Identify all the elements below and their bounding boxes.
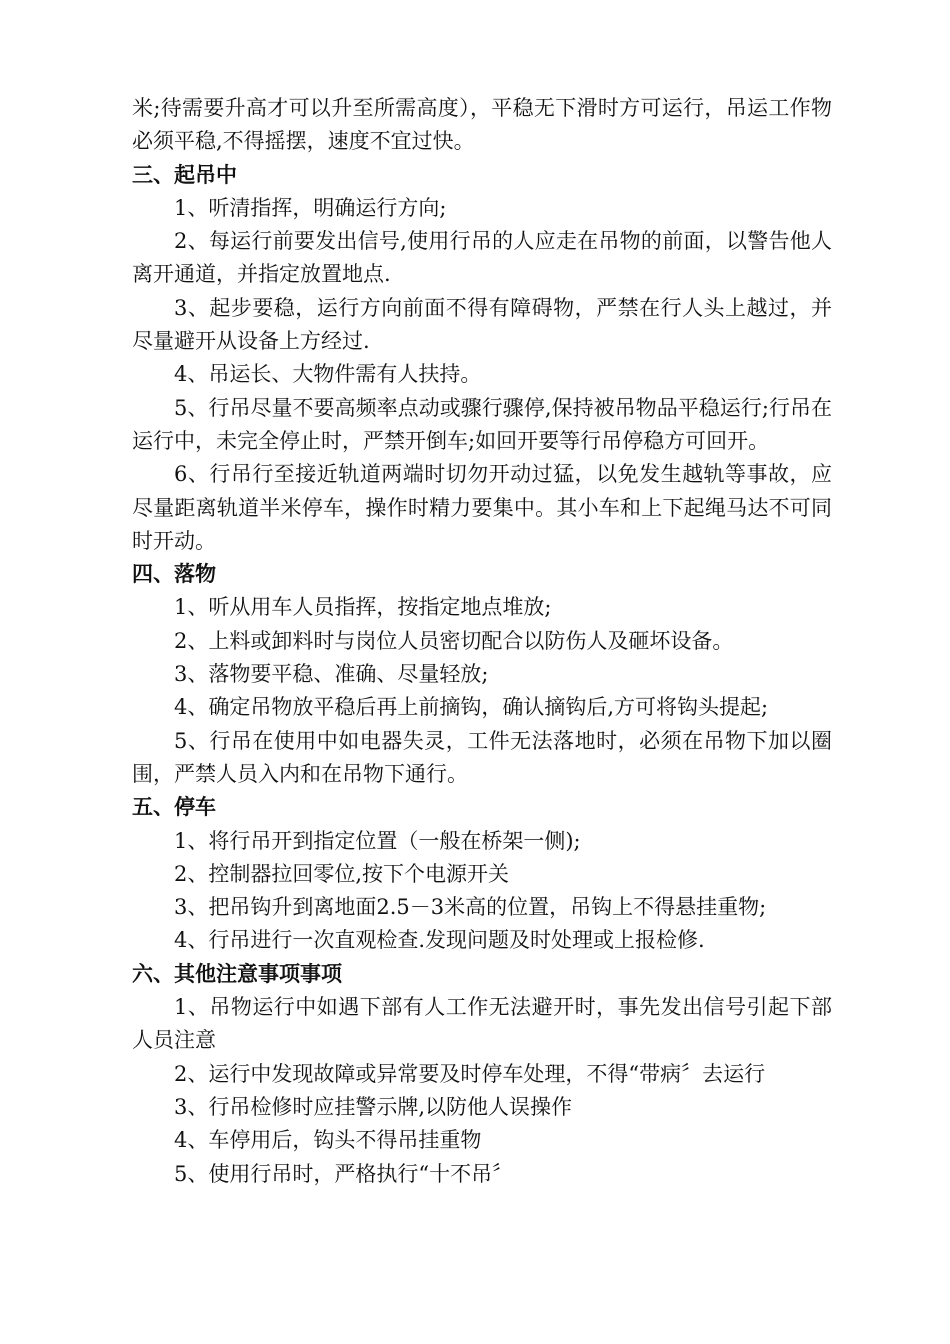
body-paragraph: 3、起步要稳，运行方向前面不得有障碍物，严禁在行人头上越过，并尽量避开从设备上方经过. (132, 295, 832, 354)
body-paragraph: 3、把吊钩升到离地面2.5－3米高的位置，吊钩上不得悬挂重物; (174, 895, 767, 920)
body-paragraph: 1、听从用车人员指挥，按指定地点堆放; (174, 595, 552, 620)
body-paragraph: 1、吊物运行中如遇下部有人工作无法避开时，事先发出信号引起下部人员注意 (132, 995, 832, 1053)
document-page (132, 92, 832, 1191)
body-paragraph: 2、上料或卸料时与岗位人员密切配合以防伤人及砸坏设备。 (174, 628, 734, 653)
body-paragraph: 5、行吊尽量不要高频率点动或骤行骤停,保持被吊物品平稳运行;行吊在运行中，未完全停止时，严禁开倒车;如回开要等行吊停稳方可回开。 (132, 395, 832, 453)
body-paragraph: 米;待需要升高才可以升至所需高度），平稳无下滑时方可运行，吊运工作物必须平稳,不得摇摆，速度不宜过快。 (132, 96, 832, 154)
body-paragraph: 4、行吊进行一次直观检查.发现问题及时处理或上报检修. (174, 928, 705, 953)
section-heading: 四、落物 (132, 562, 216, 587)
body-paragraph: 4、车停用后，钩头不得吊挂重物 (174, 1128, 482, 1153)
body-paragraph: 2、控制器拉回零位,按下个电源开关 (174, 861, 510, 886)
body-paragraph: 1、听清指挥，明确运行方向; (174, 195, 447, 220)
body-paragraph: 4、吊运长、大物件需有人扶持。 (174, 362, 482, 387)
section-heading: 六、其他注意事项事项 (132, 961, 342, 986)
body-paragraph: 2、运行中发现故障或异常要及时停车处理，不得“带病〞去运行 (174, 1061, 766, 1086)
body-paragraph: 3、落物要平稳、准确、尽量轻放; (174, 662, 489, 687)
section-heading: 五、停车 (132, 795, 216, 820)
body-paragraph: 2、每运行前要发出信号,使用行吊的人应走在吊物的前面，以警告他人离开通道，并指定放置地点. (132, 229, 832, 287)
body-paragraph: 3、行吊检修时应挂警示牌,以防他人误操作 (174, 1094, 573, 1119)
body-paragraph: 1、将行吊开到指定位置（一般在桥架一侧); (174, 828, 581, 853)
body-paragraph: 6、行吊行至接近轨道两端时切勿开动过猛，以免发生越轨等事故，应尽量距离轨道半米停车，操作时精力要集中。其小车和上下起绳马达不可同时开动。 (132, 462, 832, 553)
body-paragraph: 4、确定吊物放平稳后再上前摘钩，确认摘钩后,方可将钩头提起; (174, 695, 769, 720)
section-heading: 三、起吊中 (132, 162, 237, 187)
body-paragraph: 5、使用行吊时，严格执行“十不吊〞 (174, 1161, 514, 1186)
body-paragraph: 5、行吊在使用中如电器失灵，工件无法落地时，必须在吊物下加以圈围，严禁人员入内和在吊物下通行。 (132, 728, 832, 786)
